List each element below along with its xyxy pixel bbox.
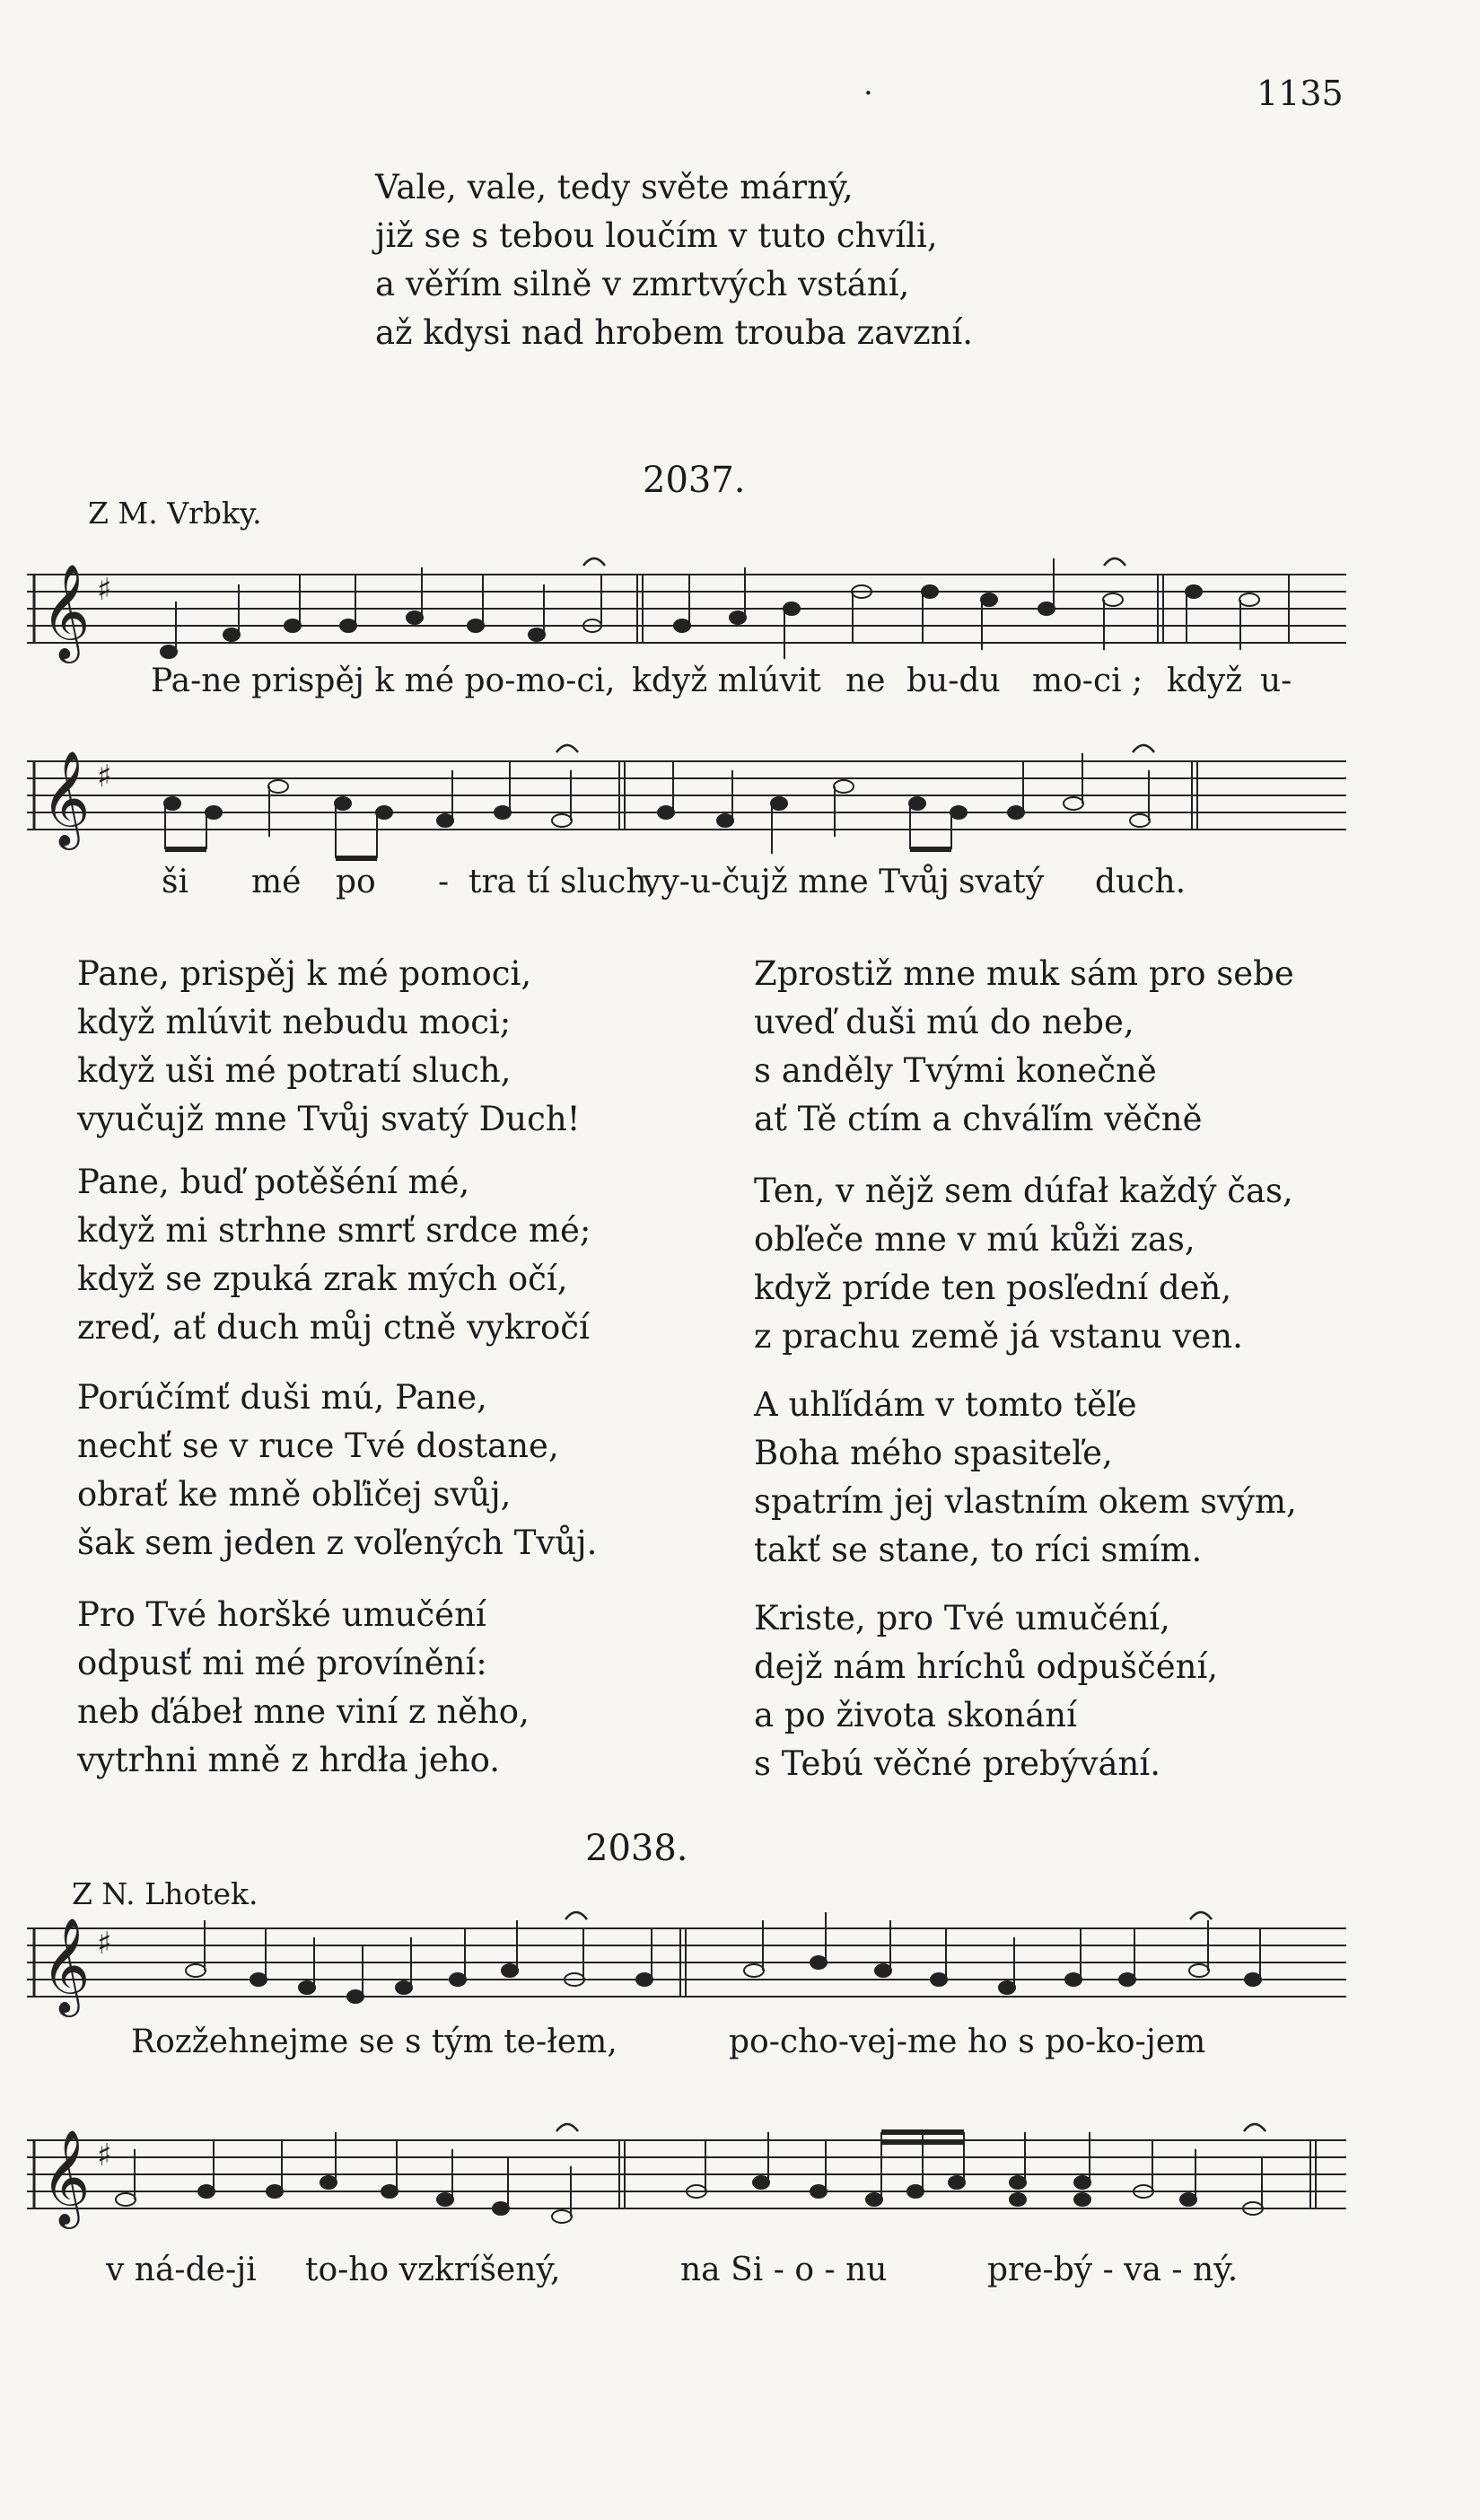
stanza-line: Pro Tvé horšké umučéní: [77, 1595, 486, 1634]
lyric-segment: když: [1167, 663, 1243, 699]
stanza-line: Porúčímť duši mú, Pane,: [77, 1378, 487, 1417]
lyric-segment: ne: [845, 663, 886, 699]
staff-4: [27, 2140, 1346, 2208]
stanza-left-1: [77, 950, 581, 1144]
stanza-line: takť se stane, to ríci smím.: [754, 1531, 1203, 1569]
stanza-right-1: [754, 950, 1294, 1144]
stanza-line: ať Tě ctím a chváľím věčně: [754, 1100, 1203, 1138]
stanza-line: neb ďábeł mne viní z něho,: [77, 1692, 530, 1731]
song-source: Z M. Vrbky.: [88, 496, 262, 531]
lyric-segment: po: [336, 864, 376, 900]
treble-clef-icon: 𝄞: [41, 2129, 91, 2225]
intro-line: Vale, vale, tedy světe márný,: [375, 168, 854, 206]
svg-text:♯: ♯: [97, 759, 112, 795]
stanza-line: obľeče mne v mú kůži zas,: [754, 1220, 1195, 1259]
stanza-line: šak sem jeden z voľených Tvůj.: [77, 1523, 598, 1562]
stanza-line: odpusť mi mé provínění:: [77, 1644, 487, 1682]
stanza-line: když mlúvit nebudu moci;: [77, 1003, 512, 1041]
lyric-segment: bu-du: [906, 663, 1001, 699]
stanza-right-4: [754, 1594, 1218, 1788]
lyric-line: [151, 663, 615, 699]
song-source: Z N. Lhotek.: [72, 1876, 258, 1911]
lyric-segment: tra tí sluch,: [469, 864, 657, 900]
lyric-segment: Pa-ne prispěj k mé po-mo-ci,: [151, 663, 616, 699]
stanza-right-3: [754, 1381, 1297, 1575]
stanza-line: Pane, prispěj k mé pomoci,: [77, 954, 532, 993]
stanza-line: spatrím jej vlastním okem svým,: [754, 1482, 1297, 1521]
song-number: 2037.: [643, 460, 746, 501]
lyric-segment: když mlúvit: [632, 663, 821, 699]
stanza-line: s anděly Tvými konečně: [754, 1051, 1157, 1090]
stanza-line: Kriste, pro Tvé umučéní,: [754, 1599, 1170, 1638]
stanza-line: Ten, v nějž sem dúfał každý čas,: [754, 1172, 1293, 1210]
lyric-segment: mo-ci ;: [1032, 663, 1143, 699]
lyric-segment: -: [438, 864, 450, 900]
stanza-line: když mi strhne smrť srdce mé;: [77, 1211, 591, 1250]
stanza-left-2: [77, 1158, 591, 1352]
lyric-segment: Rozžehnejme se s tým te-łem,: [131, 2024, 617, 2060]
intro-line: až kdysi nad hrobem trouba zavzní.: [375, 313, 973, 352]
lyric-segment: u-: [1260, 663, 1292, 699]
stanza-line: když príde ten posľední deň,: [754, 1269, 1232, 1307]
stanza-line: Boha mého spasiteľe,: [754, 1434, 1113, 1472]
stanza-line: zreď, ať duch můj ctně vykročí: [77, 1308, 590, 1347]
stanza-line: vytrhni mně z hrdła jeho.: [77, 1741, 501, 1779]
stanza-line: vyučujž mne Tvůj svatý Duch!: [77, 1100, 581, 1138]
lyric-segment: v ná-de-ji: [106, 2252, 257, 2288]
song-number: 2038.: [585, 1828, 688, 1869]
stanza-line: když se zpuká zrak mých očí,: [77, 1260, 568, 1298]
stanza-line: když uši mé potratí sluch,: [77, 1051, 512, 1090]
lyric-segment: na Si - o - nu: [680, 2252, 888, 2288]
stanza-line: a po života skonání: [754, 1696, 1077, 1734]
stanza-line: A uhľídám v tomto těľe: [754, 1385, 1137, 1424]
stanza-line: s Tebú věčné prebývání.: [754, 1744, 1160, 1783]
lyric-segment: mé: [251, 864, 302, 900]
lyric-segment: po-cho-vej-me ho s po-ko-jem: [729, 2024, 1206, 2060]
page-number: 1135: [1257, 74, 1344, 113]
lyric-segment: svatý: [959, 864, 1045, 900]
svg-text:♯: ♯: [97, 572, 112, 608]
stanza-line: Pane, buď potěšéní mé,: [77, 1163, 470, 1201]
intro-line: již se s tebou loučím v tuto chvíli,: [375, 216, 938, 255]
svg-text:♯: ♯: [97, 2138, 112, 2173]
lyric-segment: to-ho vzkríšený,: [305, 2252, 561, 2288]
intro-line: a věřím silně v zmrtvých vstání,: [375, 265, 910, 303]
lyric-segment: pre-bý - va - ný.: [987, 2252, 1239, 2288]
svg-text:♯: ♯: [97, 1926, 112, 1962]
lyric-segment: vy-u-čujž mne Tvůj: [643, 864, 950, 900]
stanza-line: nechť se v ruce Tvé dostane,: [77, 1427, 559, 1465]
stanza-line: obrať ke mně obľičej svůj,: [77, 1475, 512, 1514]
stanza-line: z prachu země já vstanu ven.: [754, 1317, 1243, 1356]
stanza-left-3: [77, 1374, 597, 1567]
stanza-line: dejž nám hríchů odpuščéní,: [754, 1647, 1219, 1686]
stanza-line: Zprostiž mne muk sám pro sebe: [754, 954, 1294, 993]
lyric-segment: duch.: [1095, 864, 1187, 900]
treble-clef-icon: 𝄞: [41, 563, 91, 659]
stanza-line: uveď duši mú do nebe,: [754, 1003, 1134, 1041]
treble-clef-icon: 𝄞: [41, 1917, 91, 2013]
stanza-right-2: [754, 1167, 1293, 1361]
stanza-left-4: [77, 1591, 530, 1785]
lyric-segment: ši: [162, 864, 188, 900]
treble-clef-icon: 𝄞: [41, 750, 91, 846]
staff-3: [27, 1928, 1346, 1997]
page-dot: ·: [863, 75, 873, 111]
